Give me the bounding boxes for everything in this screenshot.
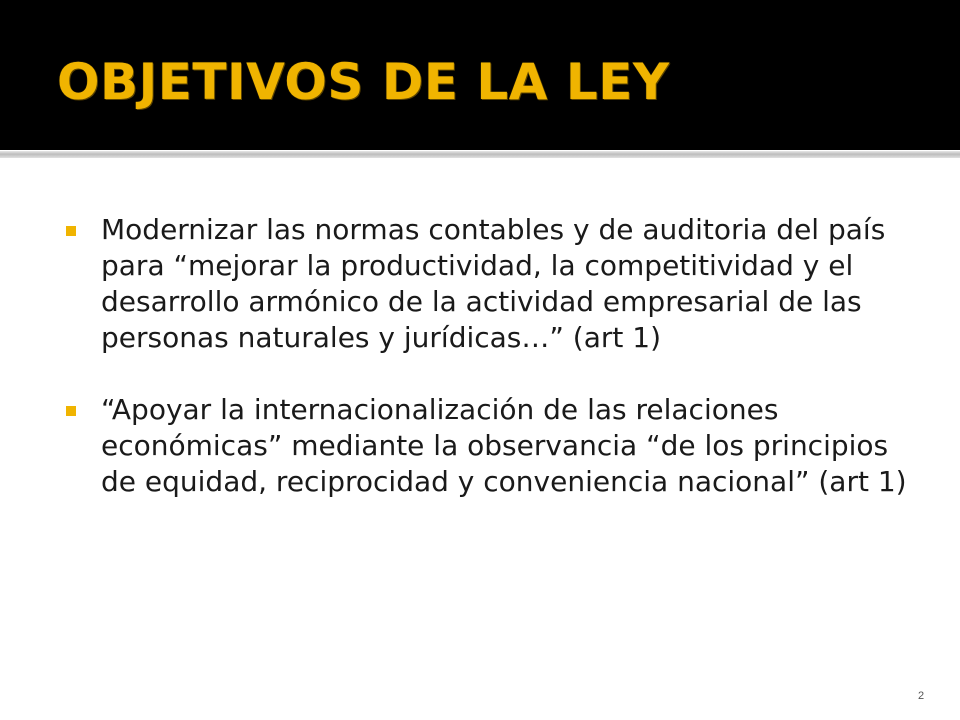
square-bullet-icon [66,406,76,416]
bullet-item [66,212,916,356]
title-divider [0,151,960,158]
bullet-text: “Apoyar la internacionalización de las relaciones económicas” mediante la observancia “de los principios de equidad, reciprocidad y conveniencia nacional” (art 1) [101,393,907,498]
bullet-text: Modernizar las normas contables y de auditoria del país para “mejorar la productividad, la competitividad y el desarrollo armónico de la actividad empresarial de las personas naturales y jurídicas…” (art 1) [101,213,886,354]
square-bullet-icon [66,226,76,236]
slide-body [66,212,916,536]
bullet-item [66,392,916,500]
slide-title: OBJETIVOS DE LA LEY [57,53,670,111]
slide-number: 2 [918,690,925,702]
